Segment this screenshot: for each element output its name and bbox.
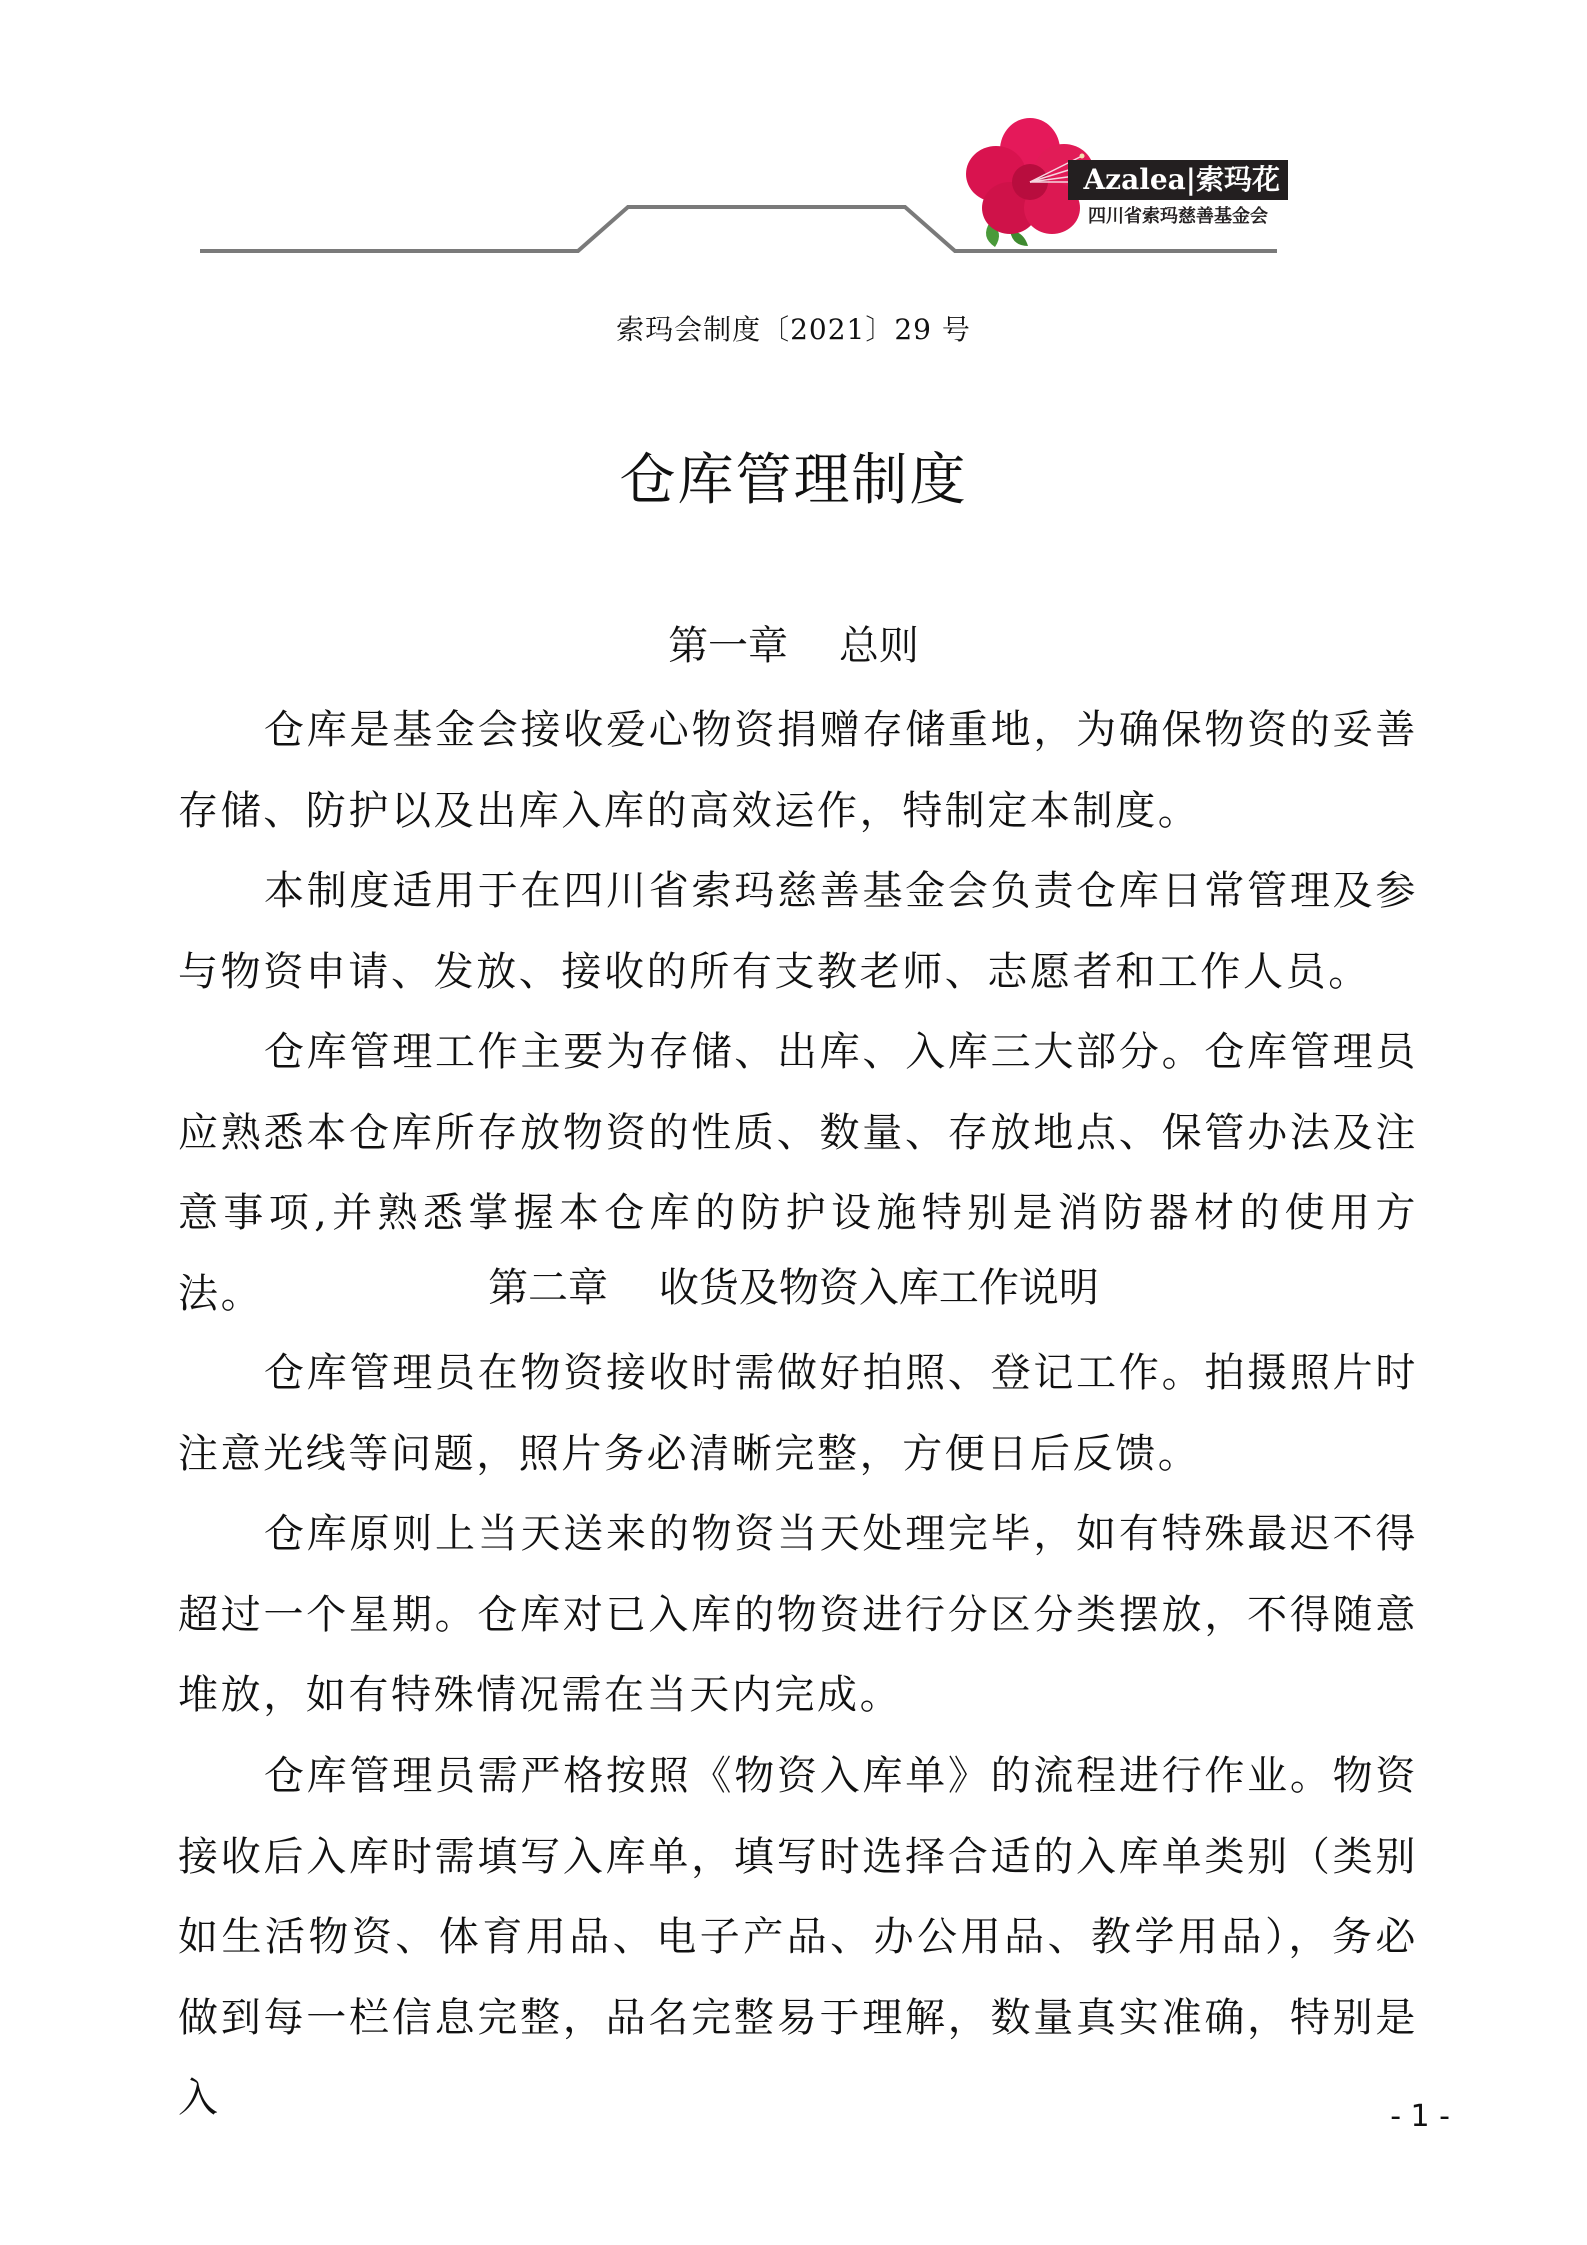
header-divider-line [0, 0, 1587, 270]
chapter-2-paragraph-1: 仓库管理员在物资接收时需做好拍照、登记工作。拍摄照片时注意光线等问题，照片务必清晰完整，方便日后反馈。 [178, 1350, 1418, 1477]
organization-name: 四川省索玛慈善基金会 [1088, 206, 1268, 227]
chapter-1-paragraph-2: 本制度适用于在四川省索玛慈善基金会负责仓库日常管理及参与物资申请、发放、接收的所有支教老师、志愿者和工作人员。 [178, 868, 1418, 995]
document-title: 仓库管理制度 [619, 448, 968, 513]
brand-name-banner: Azalea|索玛花 [1068, 160, 1288, 200]
chapter-1-paragraph-3: 仓库管理工作主要为存储、出库、入库三大部分。仓库管理员应熟悉本仓库所存放物资的性质、数量、存放地点、保管办法及注意事项,并熟悉掌握本仓库的防护设施特别是消防器材的使用方法。 [178, 1029, 1418, 1317]
chapter-1-heading: 第一章 总则 [668, 623, 919, 669]
chapter-2-heading: 第二章 收货及物资入库工作说明 [488, 1265, 1099, 1311]
page-number: - 1 - [1390, 2099, 1450, 2134]
document-number: 索玛会制度〔2021〕29 号 [616, 313, 971, 346]
chapter-2-paragraph-2: 仓库原则上当天送来的物资当天处理完毕，如有特殊最迟不得超过一个星期。仓库对已入库的物资进行分区分类摆放，不得随意堆放，如有特殊情况需在当天内完成。 [178, 1511, 1418, 1718]
chapter-1-paragraph-1: 仓库是基金会接收爱心物资捐赠存储重地，为确保物资的妥善存储、防护以及出库入库的高效运作，特制定本制度。 [178, 707, 1418, 834]
chapter-2-paragraph-3: 仓库管理员需严格按照《物资入库单》的流程进行作业。物资接收后入库时需填写入库单，填写时选择合适的入库单类别（类别如生活物资、体育用品、电子产品、办公用品、教学用品），务必做到每一栏信息完整，品名完整易于理解，数量真实准确，特别是入 [178, 1753, 1418, 2121]
